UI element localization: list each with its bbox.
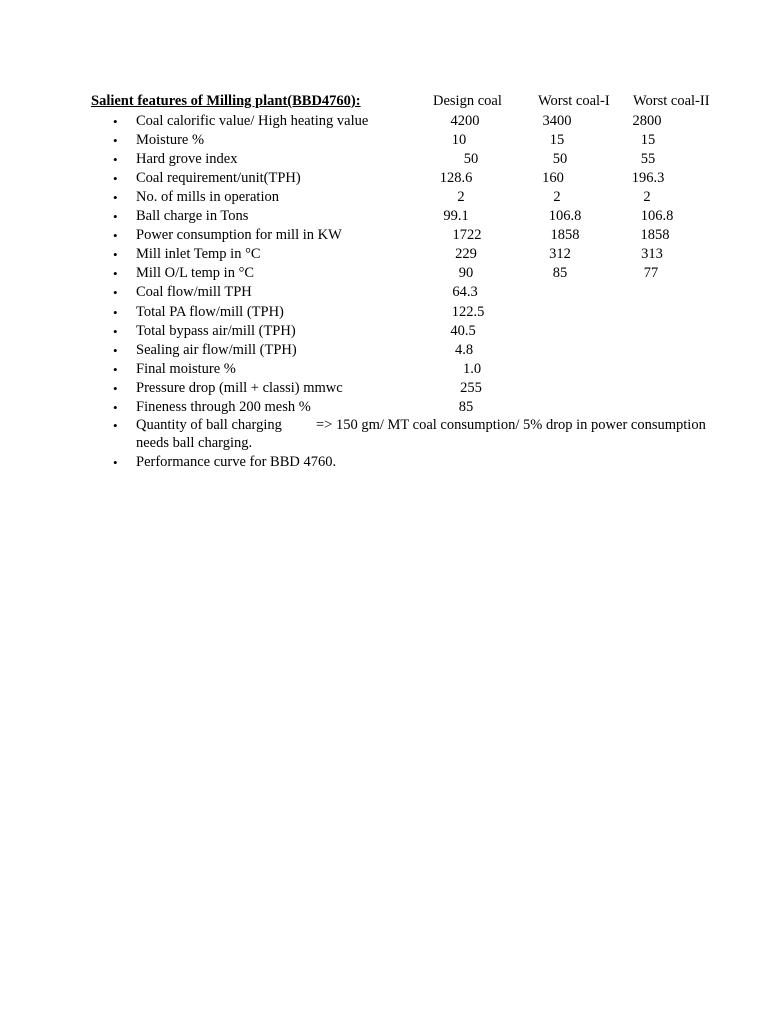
row-label: No. of mills in operation — [136, 189, 279, 206]
value-design-coal: 229 — [455, 246, 477, 263]
table-row — [0, 341, 768, 360]
table-row — [0, 283, 768, 302]
table-row — [0, 379, 768, 398]
table-row — [0, 360, 768, 379]
bullet-icon: • — [113, 266, 118, 282]
table-row — [0, 131, 768, 150]
column-header-design-coal: Design coal — [433, 93, 502, 109]
value-design-coal: 1.0 — [462, 360, 482, 377]
performance-curve-row — [0, 453, 768, 472]
bullet-icon: • — [113, 133, 118, 149]
column-header-worst-coal-2: Worst coal-II — [633, 93, 710, 109]
row-label: Final moisture % — [136, 360, 236, 377]
bullet-icon: • — [113, 114, 118, 129]
row-label: Coal calorific value/ High heating value — [136, 113, 369, 129]
row-label: Pressure drop (mill + classi) mmwc — [136, 379, 343, 396]
value-design-coal: 40.5 — [450, 322, 476, 339]
table-row — [0, 188, 768, 207]
value-design-coal: 64.3 — [452, 284, 478, 301]
value-worst-coal-1: 312 — [549, 246, 571, 263]
bullet-icon: • — [113, 455, 118, 470]
table-row — [0, 264, 768, 283]
value-worst-coal-1: 106.8 — [548, 208, 582, 225]
value-design-coal: 255 — [460, 379, 482, 396]
value-design-coal: 85 — [458, 398, 474, 415]
ball-charging-note-continued: needs ball charging. — [136, 435, 253, 451]
ball-charging-label: Quantity of ball charging — [136, 417, 282, 433]
value-worst-coal-1: 15 — [549, 132, 565, 149]
row-label: Ball charge in Tons — [136, 208, 249, 225]
page-title: Salient features of Milling plant(BBD4760): — [91, 93, 361, 109]
bullet-icon: • — [113, 323, 118, 339]
bullet-icon: • — [113, 228, 118, 244]
bullet-icon: • — [113, 190, 118, 206]
table-row — [0, 112, 768, 131]
value-worst-coal-2: 2800 — [632, 113, 662, 129]
value-design-coal: 128.6 — [439, 170, 473, 187]
table-row — [0, 226, 768, 245]
row-label: Mill inlet Temp in °C — [136, 246, 261, 263]
value-worst-coal-2: 2 — [643, 189, 651, 206]
row-label: Sealing air flow/mill (TPH) — [136, 341, 297, 358]
bullet-icon: • — [113, 247, 118, 263]
row-label: Fineness through 200 mesh % — [136, 398, 311, 415]
value-worst-coal-2: 1858 — [640, 227, 670, 244]
ball-charging-row — [0, 416, 768, 435]
table-row — [0, 207, 768, 226]
table-row — [0, 303, 768, 322]
bullet-icon: • — [113, 380, 118, 396]
bullet-icon: • — [113, 285, 118, 301]
row-label: Coal requirement/unit(TPH) — [136, 170, 301, 187]
value-design-coal: 99.1 — [443, 208, 469, 225]
bullet-icon: • — [113, 342, 118, 358]
bullet-icon: • — [113, 418, 118, 433]
value-worst-coal-2: 55 — [640, 151, 656, 168]
value-design-coal: 2 — [457, 189, 465, 206]
table-row — [0, 398, 768, 417]
value-worst-coal-2: 106.8 — [640, 208, 674, 225]
row-label: Coal flow/mill TPH — [136, 284, 252, 301]
value-design-coal: 90 — [458, 265, 474, 282]
ball-charging-note: => 150 gm/ MT coal consumption/ 5% drop in power consumption — [316, 417, 706, 433]
row-label: Total PA flow/mill (TPH) — [136, 303, 284, 320]
table-row — [0, 169, 768, 188]
value-worst-coal-1: 85 — [552, 265, 568, 282]
ball-charging-row-continuation — [0, 434, 768, 453]
table-row — [0, 322, 768, 341]
row-label: Mill O/L temp in °C — [136, 265, 255, 282]
value-worst-coal-2: 196.3 — [631, 170, 665, 187]
header-row — [0, 92, 768, 111]
value-worst-coal-1: 50 — [552, 151, 568, 168]
bullet-icon: • — [113, 361, 118, 377]
bullet-icon: • — [113, 304, 118, 320]
table-row — [0, 245, 768, 264]
row-label: Hard grove index — [136, 151, 238, 168]
bullet-icon: • — [113, 152, 118, 168]
performance-curve-label: Performance curve for BBD 4760. — [136, 454, 337, 470]
value-design-coal: 4.8 — [454, 341, 474, 358]
value-worst-coal-1: 3400 — [542, 113, 572, 129]
value-worst-coal-1: 2 — [553, 189, 561, 206]
value-design-coal: 4200 — [450, 113, 480, 129]
bullet-icon: • — [113, 399, 118, 415]
column-header-worst-coal-1: Worst coal-I — [538, 93, 610, 109]
row-label: Power consumption for mill in KW — [136, 227, 342, 244]
value-worst-coal-2: 313 — [641, 246, 663, 263]
value-design-coal: 10 — [451, 132, 467, 149]
value-design-coal: 1722 — [452, 227, 482, 244]
bullet-icon: • — [113, 209, 118, 225]
bullet-icon: • — [113, 171, 118, 187]
value-worst-coal-1: 160 — [542, 170, 564, 187]
value-worst-coal-1: 1858 — [550, 227, 580, 244]
value-worst-coal-2: 15 — [640, 132, 656, 149]
row-label: Moisture % — [136, 132, 205, 149]
value-worst-coal-2: 77 — [643, 265, 659, 282]
value-design-coal: 122.5 — [451, 303, 485, 320]
value-design-coal: 50 — [463, 151, 479, 168]
table-row — [0, 150, 768, 169]
row-label: Total bypass air/mill (TPH) — [136, 322, 296, 339]
